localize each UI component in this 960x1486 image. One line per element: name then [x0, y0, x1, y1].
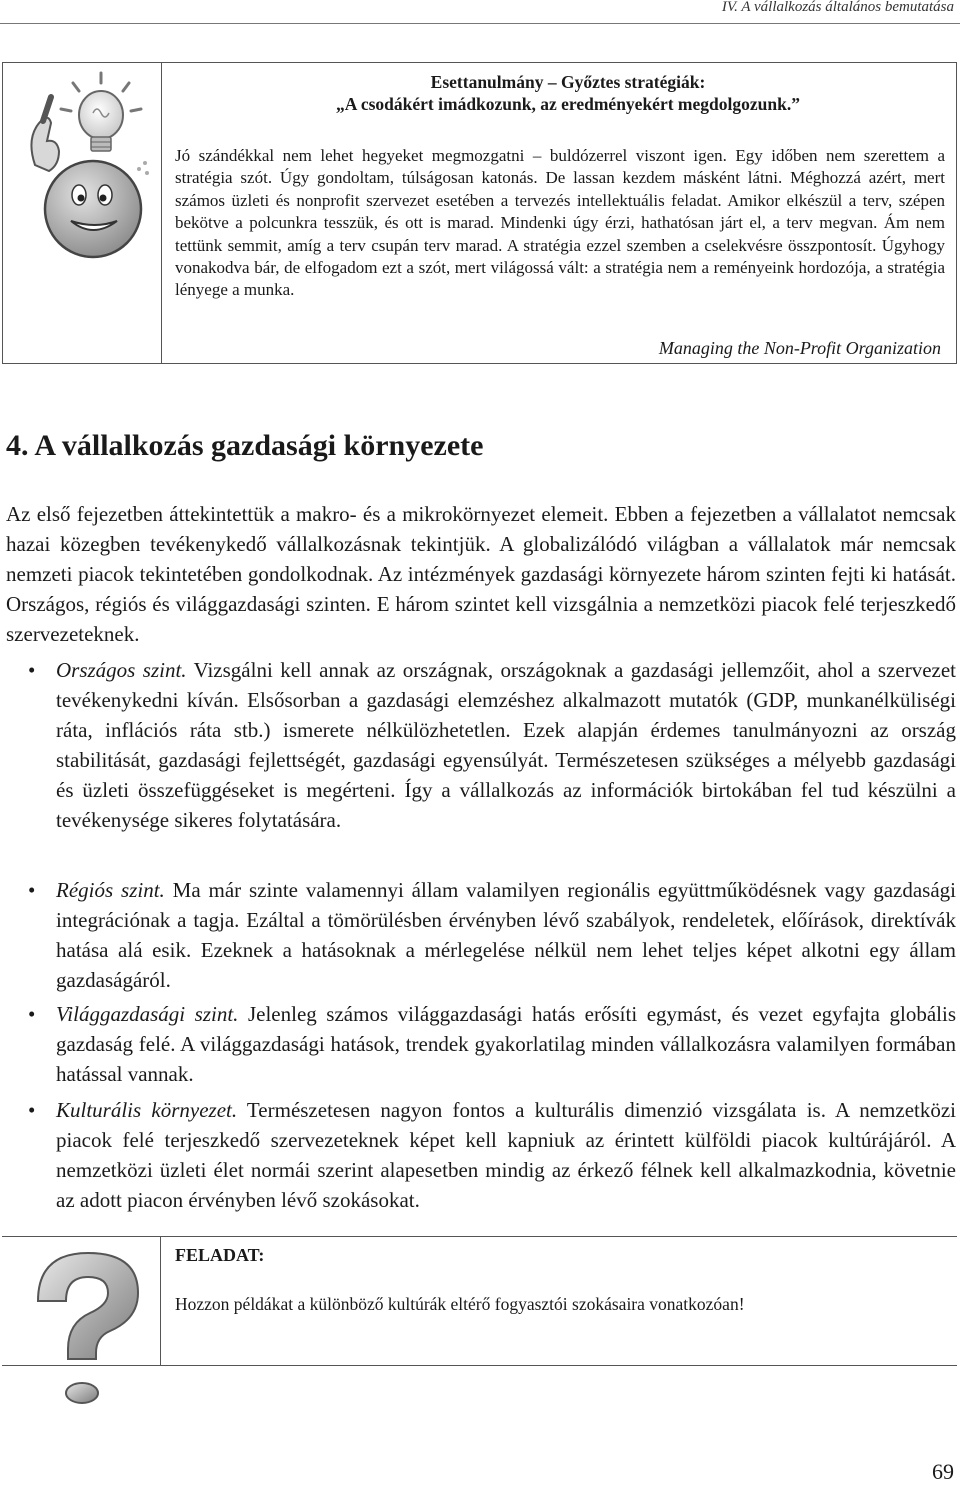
list-item-lead: Világgazdasági szint.	[56, 1002, 239, 1026]
task-box-divider	[160, 1237, 161, 1365]
bullet-icon: •	[28, 1098, 36, 1122]
case-study-source: Managing the Non-Profit Organization	[658, 338, 941, 358]
bullet-icon: •	[28, 658, 36, 682]
list-item-text: Ma már szinte valamennyi állam valamilyen regionális együttműködésnek vagy gazdasági integrációnak a tagja. Ezáltal a tömörülésben érvényben lévő szabályok, rendeletek, előírások, direktívák hatása alá esik. Ezeknek a hatásoknak a mérlegelése nélkül nem lehet teljes képet alkotni egy állam gazdaságáról.	[56, 878, 956, 992]
page-number: 69	[932, 1459, 954, 1484]
list-item-text: Természetesen nagyon fontos a kulturális dimenzió vizsgálata is. A nemzetközi piacok felé terjeszkedő szervezeteknek képet kell kapniuk az érintett külföldi piacok kultúrájáról. A nemzetközi üzleti élet normái szerint alapesetben mindig az érkező félnek kell alkalmazkodnia, követnie az adott piacon érvényben lévő szokásokat.	[56, 1098, 957, 1212]
list-item-lead: Régiós szint.	[56, 878, 165, 902]
list-item-text: Vizsgálni kell annak az országnak, országoknak a gazdasági jellemzőit, ahol a szervezet tevékenykedni kíván. Elsősorban a gazdasági elemzéshez alkalmazott mutatók (GDP, munkanélküliségi ráta, inflációs ráta stb.) ismerete nélkülözhetetlen. Ezek alapján érdemes tanulmányozni az ország stabilitását, gazdasági fejlettségét, gazdasági egyensúlyát. Természetesen szükséges a mélyebb gazdasági és üzleti összefüggéseket is megérteni. Így a vállalkozás az információk birtokában fel tud készülni a tevékenysége sikeres folytatására.	[56, 658, 956, 832]
chapter-intro-paragraph: Az első fejezetben áttekintettük a makro- és a mikrokörnyezet elemeit. Ebben a fejezetben a vállalatot nemcsak hazai közegben tevékenykedő vállalkozásnak tekintjük. A globalizálódó világban a vállalatok már nemcsak nemzeti piacok tekintetében gondolkodnak. Az intézmények gazdasági környezete három szinten fejti ki hatását. Országos, régiós és világgazdasági szinten. E három szintet kell vizsgálnia a nemzetközi piacok felé terjeszkedő szervezeteknek.	[6, 502, 956, 646]
chapter-heading: 4. A vállalkozás gazdasági környezete	[6, 429, 484, 462]
lightbulb-mascot-icon	[13, 69, 153, 269]
case-box-divider	[161, 63, 162, 363]
task-text: Hozzon példákat a különböző kultúrák eltérő fogyasztói szokásaira vonatkozóan!	[175, 1294, 745, 1314]
task-title: FELADAT:	[175, 1245, 265, 1265]
list-item-text: Jelenleg számos világgazdasági hatás erősíti egymást, és vezet egyfajta globális gazdaság felé. A világgazdasági hatások, trendek gyakorlatilag minden vállalkozásra valamilyen formában hatással vannak.	[56, 1002, 956, 1086]
question-mark-icon	[8, 1243, 156, 1405]
bullet-icon: •	[28, 878, 36, 902]
case-study-title: Esettanulmány – Győztes stratégiák:	[430, 72, 706, 92]
running-header: IV. A vállalkozás általános bemutatása	[0, 0, 960, 24]
list-item-lead: Kulturális környezet.	[56, 1098, 238, 1122]
case-study-motto: „A csodákért imádkozunk, az eredményekért megdolgozunk.”	[336, 94, 800, 114]
case-study-paragraph: Jó szándékkal nem lehet hegyeket megmozgatni – buldózerrel viszont igen. Egy időben nem szerettem a stratégia szót. Úgy gondoltam, túlságosan katonás. De lassan kezdem másként látni. Méghozzá azért, mert számos üzleti és nonprofit szervezet esetében a tervezés intellektuális feladat. Amikor elkészül a terv, szépen bekötve a polcunkra tesszük, és ott is marad. Mindenki úgy érzi, hathatósan járt el, a terv megvan. Ám nem tettünk semmit, amíg a terv csupán terv marad. A stratégia ezzel szemben a cselekvésre összpontosít. Úgyhogy vonakodva bár, de elfogadom ezt a szót, mert világossá vált: a stratégia nem a reményeink hordozója, a stratégia lényege a munka.	[175, 146, 945, 300]
list-item-lead: Országos szint.	[56, 658, 187, 682]
bullet-icon: •	[28, 1002, 36, 1026]
